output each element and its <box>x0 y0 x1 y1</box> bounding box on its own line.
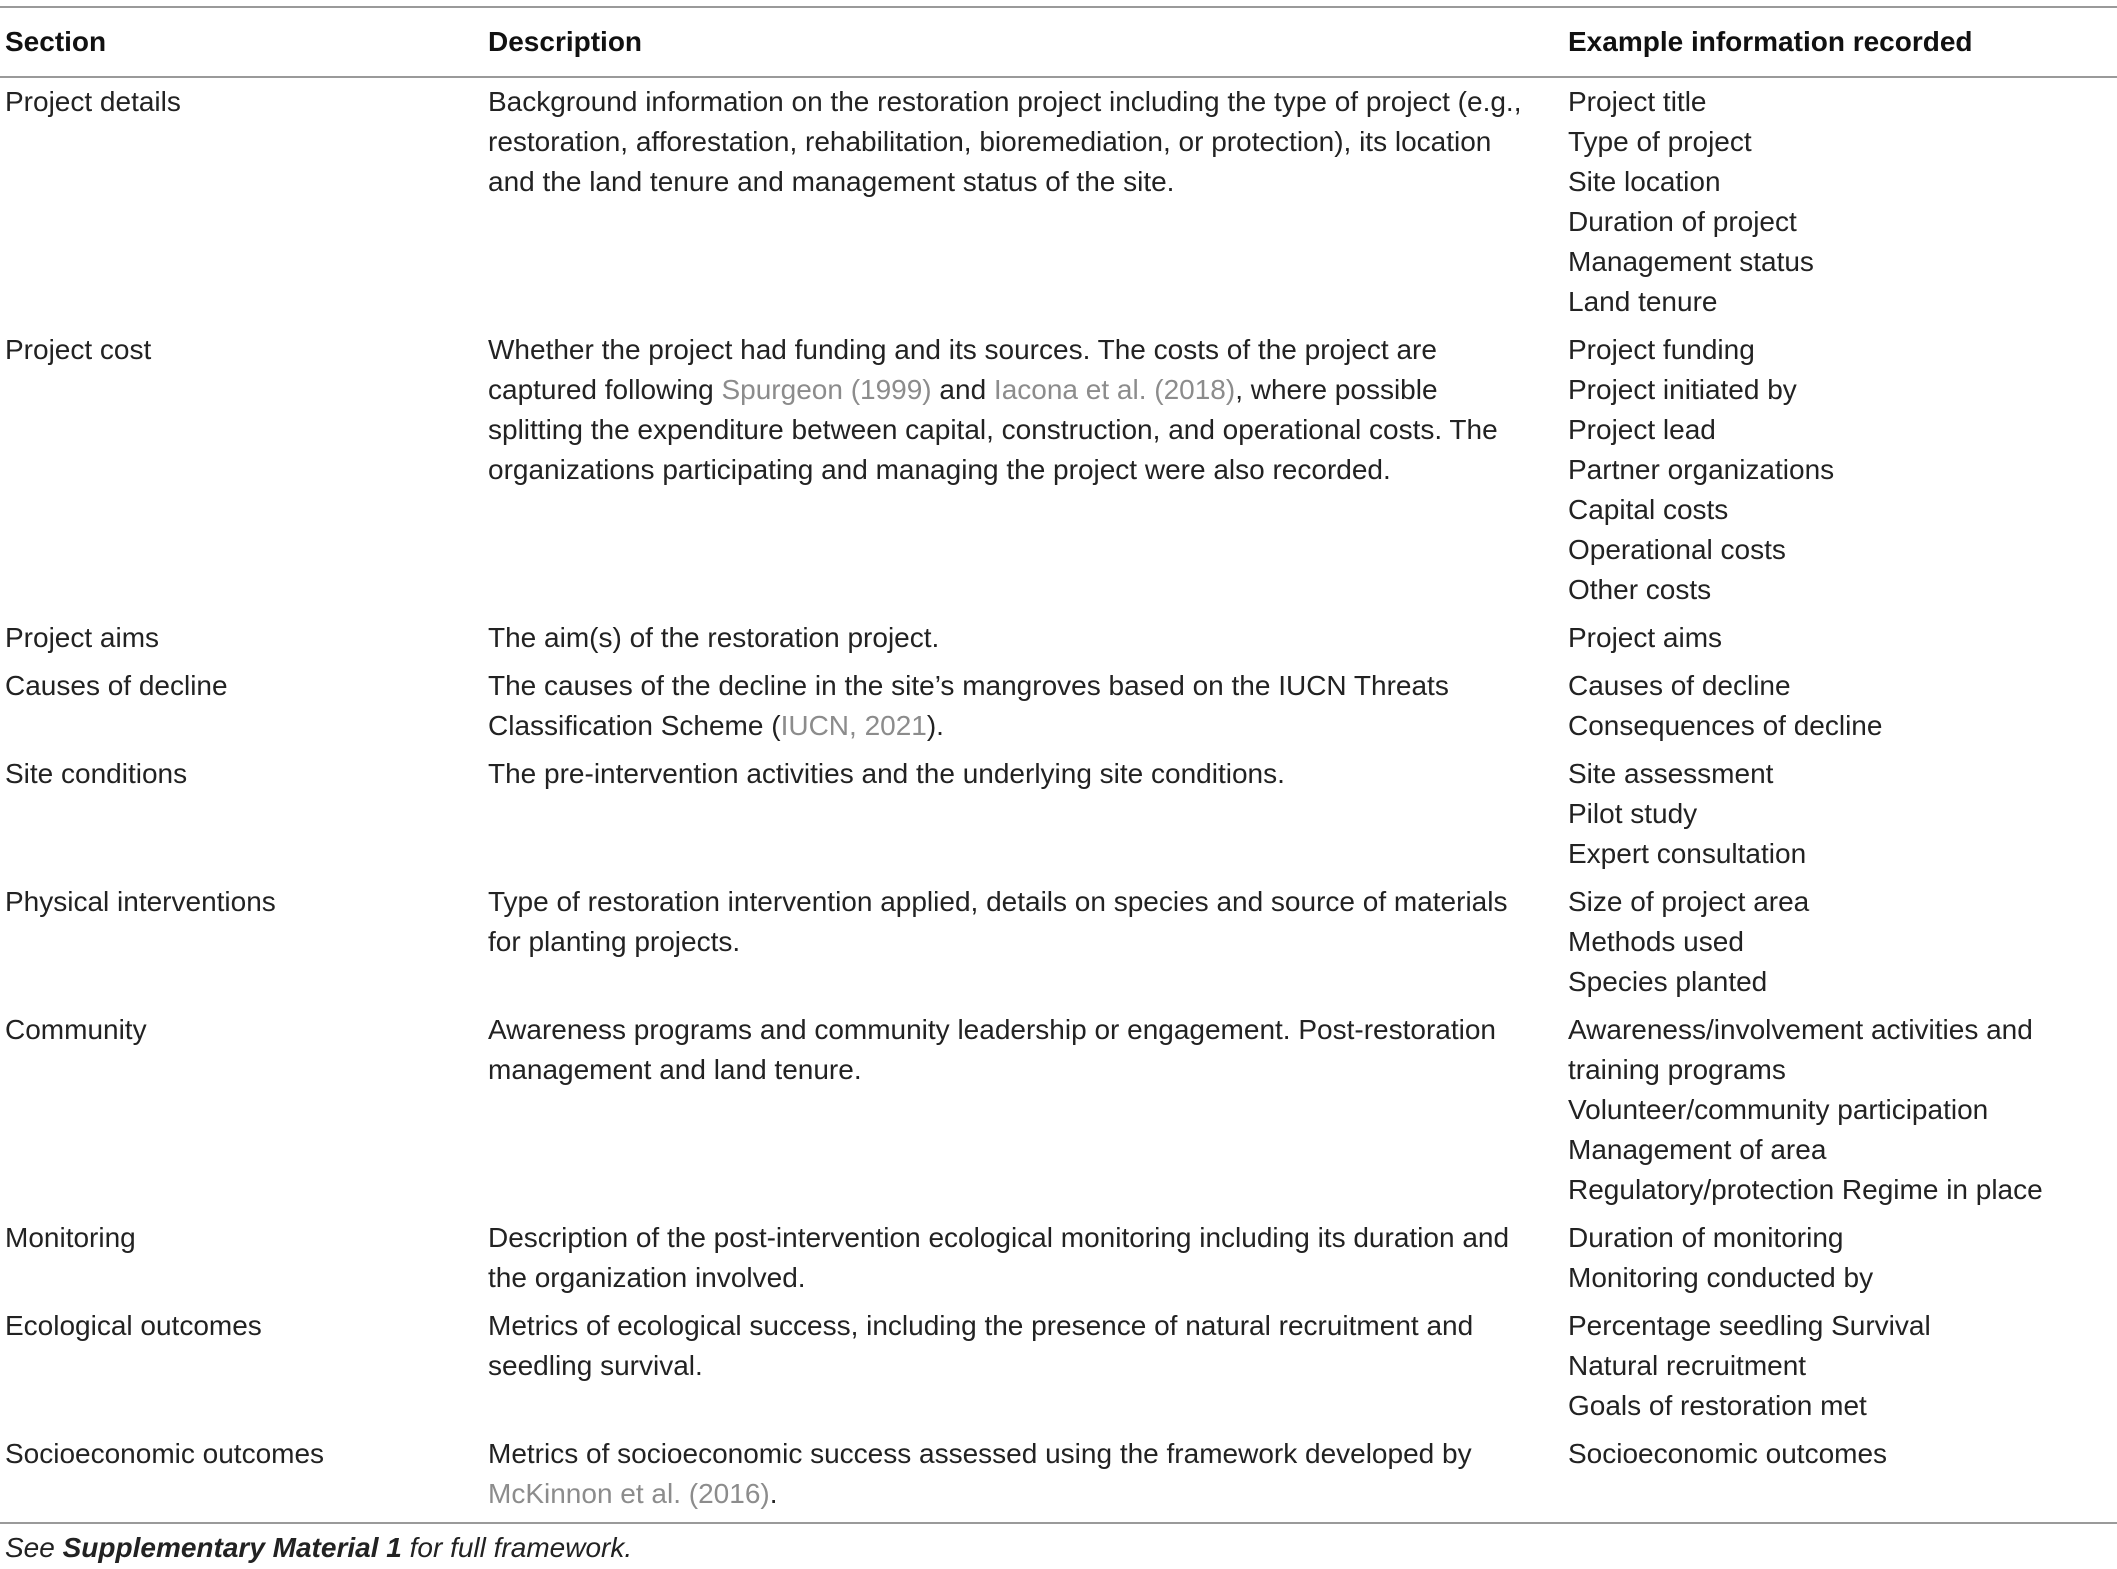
description-text: . <box>769 1478 778 1509</box>
description-text: The pre-intervention activities and the underlying site conditions. <box>488 758 1285 789</box>
example-item: Methods used <box>1568 926 1744 957</box>
table-row <box>0 754 2117 874</box>
example-item: Other costs <box>1568 574 1712 605</box>
example-item: Natural recruitment <box>1568 1350 1807 1381</box>
example-item: Consequences of decline <box>1568 710 1883 741</box>
citation-link[interactable]: Iacona et al. (2018) <box>993 374 1236 405</box>
example-item: Management of area <box>1568 1134 1827 1165</box>
example-item: Management status <box>1568 246 1814 277</box>
examples-cell <box>1568 754 2117 874</box>
table-footnote <box>5 1528 632 1568</box>
section-cell: Project cost <box>5 334 152 365</box>
example-item: Percentage seedling Survival <box>1568 1310 1931 1341</box>
example-item: Duration of project <box>1568 206 1797 237</box>
description-cell <box>488 754 1568 874</box>
example-item: Pilot study <box>1568 798 1698 829</box>
description-text: Metrics of socioeconomic success assessed using the framework developed by <box>488 1438 1472 1469</box>
example-item: Volunteer/community participation <box>1568 1094 1989 1125</box>
examples-cell <box>1568 82 2117 322</box>
examples-cell <box>1568 1010 2117 1210</box>
table-row <box>0 882 2117 1002</box>
example-item: Species planted <box>1568 966 1768 997</box>
examples-cell <box>1568 1306 2117 1426</box>
examples-cell <box>1568 330 2117 610</box>
table-row <box>0 1306 2117 1426</box>
example-item: Project aims <box>1568 622 1723 653</box>
description-text: The causes of the decline in the site’s mangroves based on the IUCN Threats Classification Scheme ( <box>488 670 1449 741</box>
example-item: Type of project <box>1568 126 1752 157</box>
footnote-prefix: See <box>5 1532 63 1563</box>
example-item: Project lead <box>1568 414 1716 445</box>
examples-cell <box>1568 1434 2117 1514</box>
section-cell: Physical interventions <box>5 886 276 917</box>
examples-cell <box>1568 618 2117 658</box>
description-text: Type of restoration intervention applied, details on species and source of materials for planting projects. <box>488 886 1508 957</box>
description-text: , where possible splitting the expenditure between capital, construction, and operational costs. The organizations participating and managing the project were also recorded. <box>488 374 1498 485</box>
example-item: Project funding <box>1568 334 1755 365</box>
example-item: Regulatory/protection Regime in place <box>1568 1174 2043 1205</box>
table-bottom-rule <box>0 1522 2117 1524</box>
description-text: Background information on the restoration project including the type of project (e.g., restoration, afforestation, rehabilitation, bioremediation, or protection), its location and the land tenure and management status of the site. <box>488 86 1522 197</box>
examples-cell <box>1568 882 2117 1002</box>
table-row <box>0 1434 2117 1514</box>
section-cell: Site conditions <box>5 758 188 789</box>
example-item: Goals of restoration met <box>1568 1390 1867 1421</box>
table-body <box>0 78 2117 1514</box>
citation-link[interactable]: McKinnon et al. (2016) <box>488 1478 770 1509</box>
section-cell: Community <box>5 1014 147 1045</box>
example-item: Expert consultation <box>1568 838 1807 869</box>
examples-cell <box>1568 1218 2117 1298</box>
description-text: and <box>931 374 994 405</box>
section-cell: Socioeconomic outcomes <box>5 1438 325 1469</box>
description-cell <box>488 1218 1568 1298</box>
description-cell <box>488 666 1568 746</box>
example-item: Project title <box>1568 86 1707 117</box>
citation-link[interactable]: Spurgeon (1999) <box>721 374 932 405</box>
table-row <box>0 666 2117 746</box>
section-cell: Project details <box>5 86 181 117</box>
section-cell: Causes of decline <box>5 670 228 701</box>
example-item: Operational costs <box>1568 534 1786 565</box>
examples-cell <box>1568 666 2117 746</box>
description-text: Awareness programs and community leadership or engagement. Post-restoration management and land tenure. <box>488 1014 1496 1085</box>
example-item: Site location <box>1568 166 1721 197</box>
description-cell <box>488 82 1568 322</box>
description-text: Description of the post-intervention ecological monitoring including its duration and the organization involved. <box>488 1222 1510 1293</box>
description-text: ). <box>926 710 944 741</box>
example-item: Land tenure <box>1568 286 1718 317</box>
section-cell: Project aims <box>5 622 160 653</box>
header-section: Section <box>5 26 107 57</box>
table-header-row <box>0 8 2117 76</box>
description-cell <box>488 1434 1568 1514</box>
example-item: Duration of monitoring <box>1568 1222 1844 1253</box>
table-row <box>0 1010 2117 1210</box>
example-item: Socioeconomic outcomes <box>1568 1438 1888 1469</box>
section-cell: Ecological outcomes <box>5 1310 262 1341</box>
description-cell <box>488 1010 1568 1210</box>
description-text: Metrics of ecological success, including the presence of natural recruitment and seedling survival. <box>488 1310 1474 1381</box>
header-description: Description <box>488 26 643 57</box>
example-item: Awareness/involvement activities and training programs <box>1568 1014 2033 1085</box>
description-cell <box>488 618 1568 658</box>
table-row <box>0 82 2117 322</box>
section-cell: Monitoring <box>5 1222 136 1253</box>
table-row <box>0 1218 2117 1298</box>
description-text: The aim(s) of the restoration project. <box>488 622 940 653</box>
example-item: Capital costs <box>1568 494 1729 525</box>
description-cell <box>488 882 1568 1002</box>
description-cell <box>488 330 1568 610</box>
example-item: Site assessment <box>1568 758 1774 789</box>
description-cell <box>488 1306 1568 1426</box>
table-row <box>0 618 2117 658</box>
example-item: Partner organizations <box>1568 454 1835 485</box>
table-row <box>0 330 2117 610</box>
example-item: Project initiated by <box>1568 374 1797 405</box>
footnote-supplementary-link[interactable]: Supplementary Material 1 <box>62 1532 402 1563</box>
header-examples: Example information recorded <box>1568 26 1973 57</box>
footnote-suffix: for full framework. <box>401 1532 633 1563</box>
citation-link[interactable]: IUCN, 2021 <box>780 710 927 741</box>
framework-table <box>0 6 2117 1524</box>
example-item: Causes of decline <box>1568 670 1791 701</box>
example-item: Size of project area <box>1568 886 1810 917</box>
example-item: Monitoring conducted by <box>1568 1262 1874 1293</box>
description-text: Whether the project had funding and its sources. The costs of the project are captured following <box>488 334 1437 405</box>
